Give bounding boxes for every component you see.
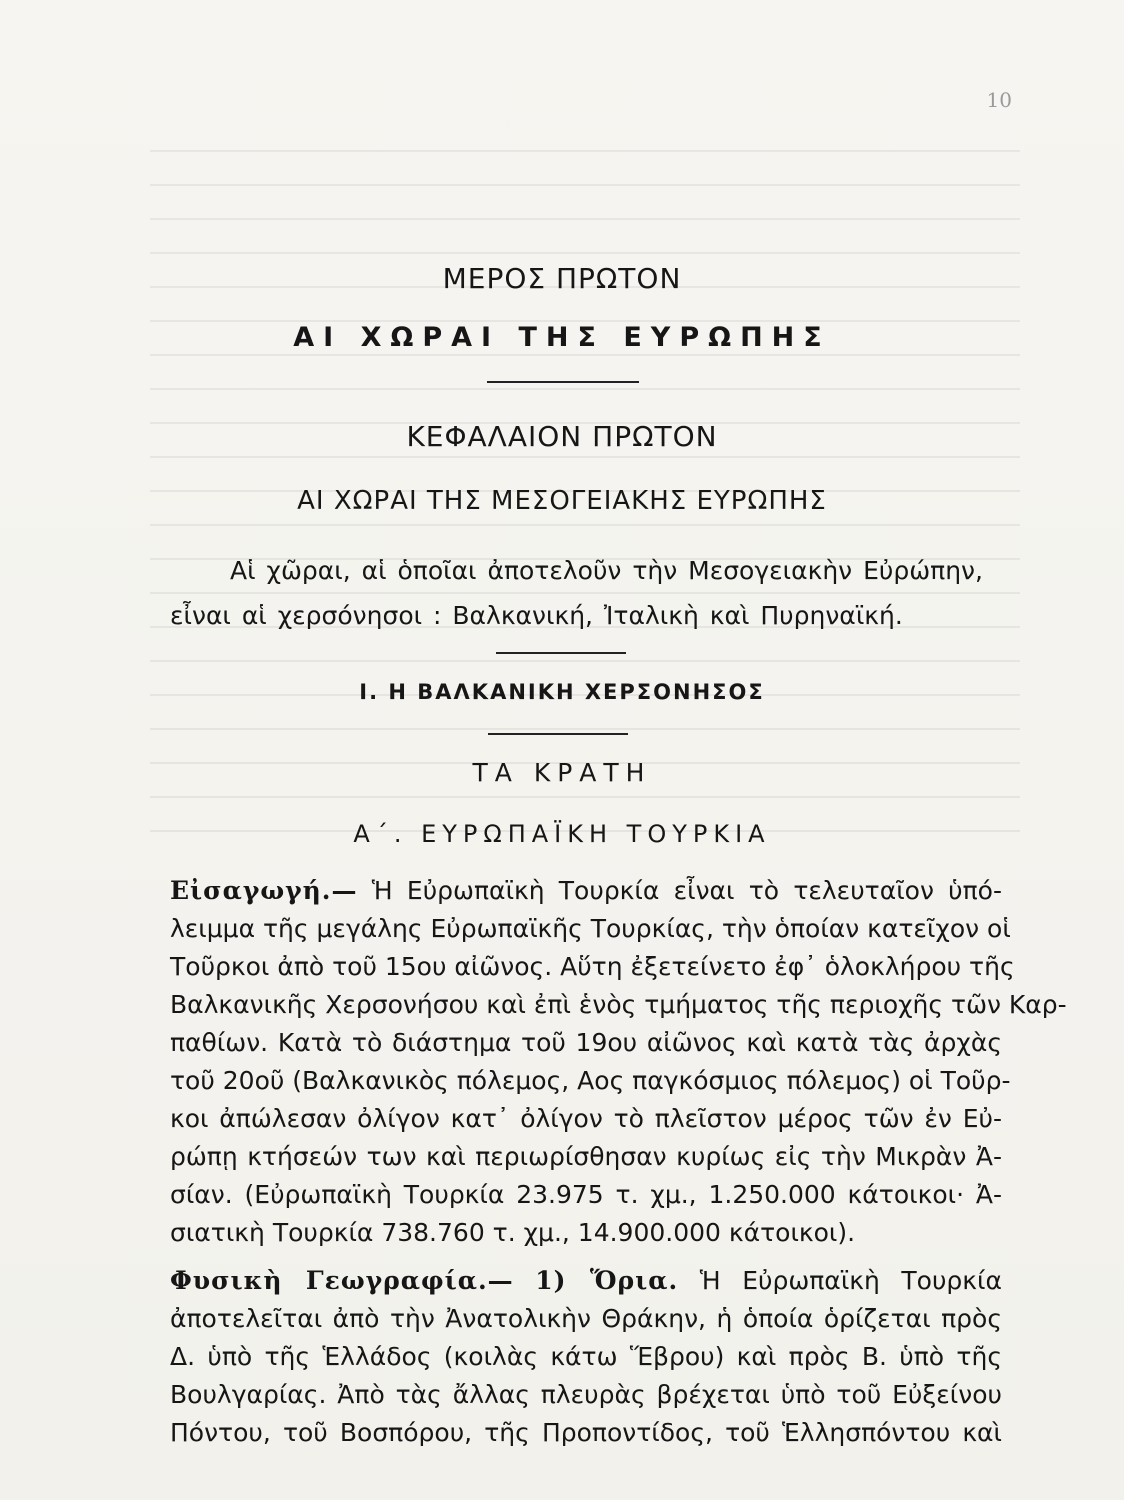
- paragraph-line: λειμμα τῆς μεγάλης Εὐρωπαϊκῆς Τουρκίας, τὴν ὁποίαν κατεῖχον οἱ: [170, 914, 1011, 943]
- divider-rule: [488, 733, 628, 735]
- chapter-subtitle: ΑΙ ΧΩΡΑΙ ΤΗΣ ΜΕΣΟΓΕΙΑΚΗΣ ΕΥΡΩΠΗΣ: [297, 486, 827, 516]
- paragraph-line: Πόντου, τοῦ Βοσπόρου, τῆς Προποντίδος, τοῦ Ἑλλησπόντου καὶ: [170, 1418, 1002, 1447]
- paragraph-line: [170, 872, 1002, 910]
- divider-rule: [496, 652, 626, 654]
- paragraph-subheading: 1) Ὅρια.: [535, 1266, 679, 1295]
- paragraph-line: τοῦ 20οῦ (Βαλκανικὸς πόλεμος, Αος παγκόσμιος πόλεμος) οἱ Τοῦρ-: [170, 1066, 1011, 1095]
- paragraph-line: ρώπῃ κτήσεών των καὶ περιωρίσθησαν κυρίως εἰς τὴν Μικρὰν Ἀ-: [170, 1142, 1002, 1171]
- section-title: Ι. Η ΒΑΛΚΑΝΙΚΗ ΧΕΡΣΟΝΗΣΟΣ: [359, 680, 765, 704]
- paragraph-line: Βαλκανικῆς Χερσονήσου καὶ ἐπὶ ἑνὸς τμήματος τῆς περιοχῆς τῶν Καρ-: [170, 990, 1067, 1019]
- chapter-title: ΚΕΦΑΛΑΙΟΝ ΠΡΩΤΟΝ: [406, 420, 718, 453]
- paragraph-line: Βουλγαρίας. Ἀπὸ τὰς ἄλλας πλευρὰς βρέχεται ὑπὸ τοῦ Εὐξείνου: [170, 1380, 1002, 1409]
- intro-paragraph: [170, 548, 1000, 638]
- paragraph-heading: Εἰσαγωγή.—: [170, 876, 358, 905]
- paragraph-line: ἀποτελεῖται ἀπὸ τὴν Ἀνατολικὴν Θράκην, ἡ ὁποία ὁρίζεται πρὸς: [170, 1304, 1002, 1333]
- paragraph-line: παθίων. Κατὰ τὸ διάστημα τοῦ 19ου αἰῶνος καὶ κατὰ τὰς ἀρχὰς: [170, 1028, 1002, 1057]
- intro-line: εἶναι αἱ χερσόνησοι : Βαλκανική, Ἰταλικὴ καὶ Πυρηναϊκή.: [170, 601, 903, 630]
- paragraph-line: [170, 1262, 1002, 1300]
- country-title: Α΄. ΕΥΡΩΠΑΪΚΗ ΤΟΥΡΚΙΑ: [353, 820, 771, 848]
- paragraph-line: κοι ἀπώλεσαν ὀλίγον κατ᾽ ὀλίγον τὸ πλεῖστον μέρος τῶν ἐν Εὐ-: [170, 1104, 1002, 1133]
- paragraph-line-text: Ἡ Εὐρωπαϊκὴ Τουρκία: [699, 1266, 1002, 1295]
- paragraph-line: σίαν. (Εὐρωπαϊκὴ Τουρκία 23.975 τ. χμ., 1.250.000 κάτοικοι· Ἀ-: [170, 1180, 1002, 1209]
- page-number: 10: [986, 88, 1012, 112]
- introduction-paragraph: [170, 872, 1067, 1252]
- paragraph-line: Δ. ὑπὸ τῆς Ἑλλάδος (κοιλὰς κάτω Ἕβρου) καὶ πρὸς Β. ὑπὸ τῆς: [170, 1342, 1002, 1371]
- part-title: ΜΕΡΟΣ ΠΡΩΤΟΝ: [442, 262, 682, 295]
- paragraph-line: Τοῦρκοι ἀπὸ τοῦ 15ου αἰῶνος. Αὕτη ἐξετείνετο ἐφ᾽ ὁλοκλήρου τῆς: [170, 952, 1015, 981]
- paragraph-line: σιατικὴ Τουρκία 738.760 τ. χμ., 14.900.000 κάτοικοι).: [170, 1218, 856, 1247]
- intro-line: Αἱ χῶραι, αἱ ὁποῖαι ἀποτελοῦν τὴν Μεσογειακὴν Εὐρώπην,: [230, 556, 983, 585]
- main-title: ΑΙ ΧΩΡΑΙ ΤΗΣ ΕΥΡΩΠΗΣ: [293, 322, 831, 353]
- divider-rule: [487, 381, 639, 383]
- paragraph-line-text: Ἡ Εὐρωπαϊκὴ Τουρκία εἶναι τὸ τελευταῖον ὑπό-: [371, 876, 1002, 905]
- states-title: ΤΑ ΚΡΑΤΗ: [472, 758, 652, 787]
- physical-geography-paragraph: [170, 1262, 1002, 1452]
- paragraph-heading: Φυσικὴ Γεωγραφία.—: [170, 1266, 514, 1295]
